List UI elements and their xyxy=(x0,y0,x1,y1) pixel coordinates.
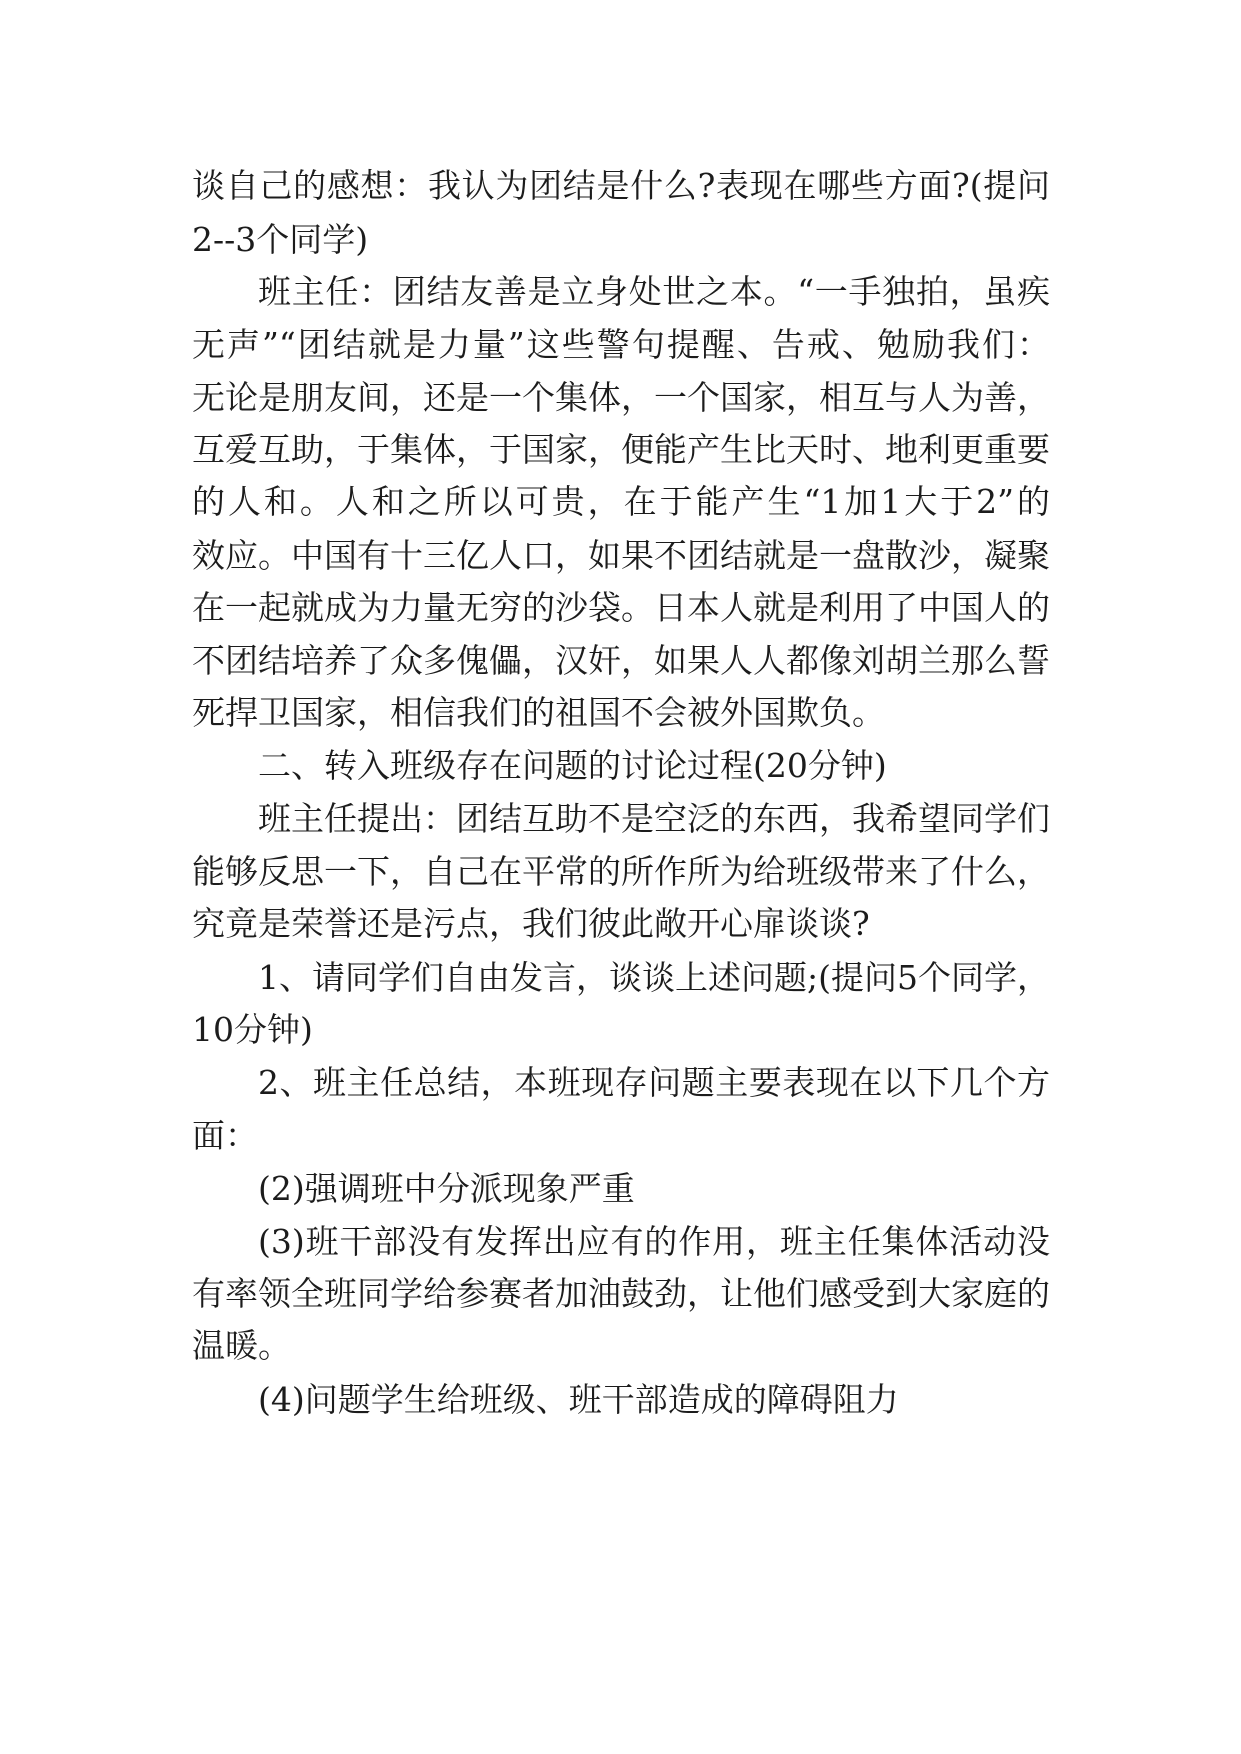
text-line: 10分钟) xyxy=(192,1010,313,1049)
text-line: 2--3个同学) xyxy=(192,220,369,259)
text-line: 班主任：团结友善是立身处世之本。“一手独拍，虽疾 xyxy=(258,272,1050,311)
text-line: 不团结培养了众多傀儡，汉奸，如果人人都像刘胡兰那么誓 xyxy=(192,641,1050,680)
text-line: 效应。中国有十三亿人口，如果不团结就是一盘散沙，凝聚 xyxy=(192,536,1050,575)
text-line: 无声”“团结就是力量”这些警句提醒、告戒、勉励我们： xyxy=(192,325,1050,364)
text-line: 谈自己的感想：我认为团结是什么?表现在哪些方面?(提问 xyxy=(192,166,1050,205)
text-line: 温暖。 xyxy=(192,1326,291,1365)
text-line: 的人和。人和之所以可贵，在于能产生“1加1大于2”的 xyxy=(192,482,1050,521)
text-line: 面： xyxy=(192,1116,258,1155)
text-line: 在一起就成为力量无穷的沙袋。日本人就是利用了中国人的 xyxy=(192,588,1050,627)
text-line: (2)强调班中分派现象严重 xyxy=(258,1169,635,1208)
text-line: 2、班主任总结，本班现存问题主要表现在以下几个方 xyxy=(258,1063,1050,1102)
text-line: 能够反思一下，自己在平常的所作所为给班级带来了什么， xyxy=(192,852,1050,891)
text-line: 互爱互助，于集体，于国家，便能产生比天时、地利更重要 xyxy=(192,430,1050,469)
text-line: 有率领全班同学给参赛者加油鼓劲，让他们感受到大家庭的 xyxy=(192,1274,1050,1313)
text-line: 无论是朋友间，还是一个集体，一个国家，相互与人为善， xyxy=(192,378,1050,417)
text-line: 究竟是荣誉还是污点，我们彼此敞开心扉谈谈? xyxy=(192,904,870,943)
text-line: 二、转入班级存在问题的讨论过程(20分钟) xyxy=(258,746,887,785)
text-line: 死捍卫国家，相信我们的祖国不会被外国欺负。 xyxy=(192,693,885,732)
text-line: 1、请同学们自由发言，谈谈上述问题;(提问5个同学， xyxy=(258,958,1050,997)
text-line: 班主任提出：团结互助不是空泛的东西，我希望同学们 xyxy=(258,799,1050,838)
text-line: (3)班干部没有发挥出应有的作用，班主任集体活动没 xyxy=(258,1222,1050,1261)
text-line: (4)问题学生给班级、班干部造成的障碍阻力 xyxy=(258,1380,899,1419)
